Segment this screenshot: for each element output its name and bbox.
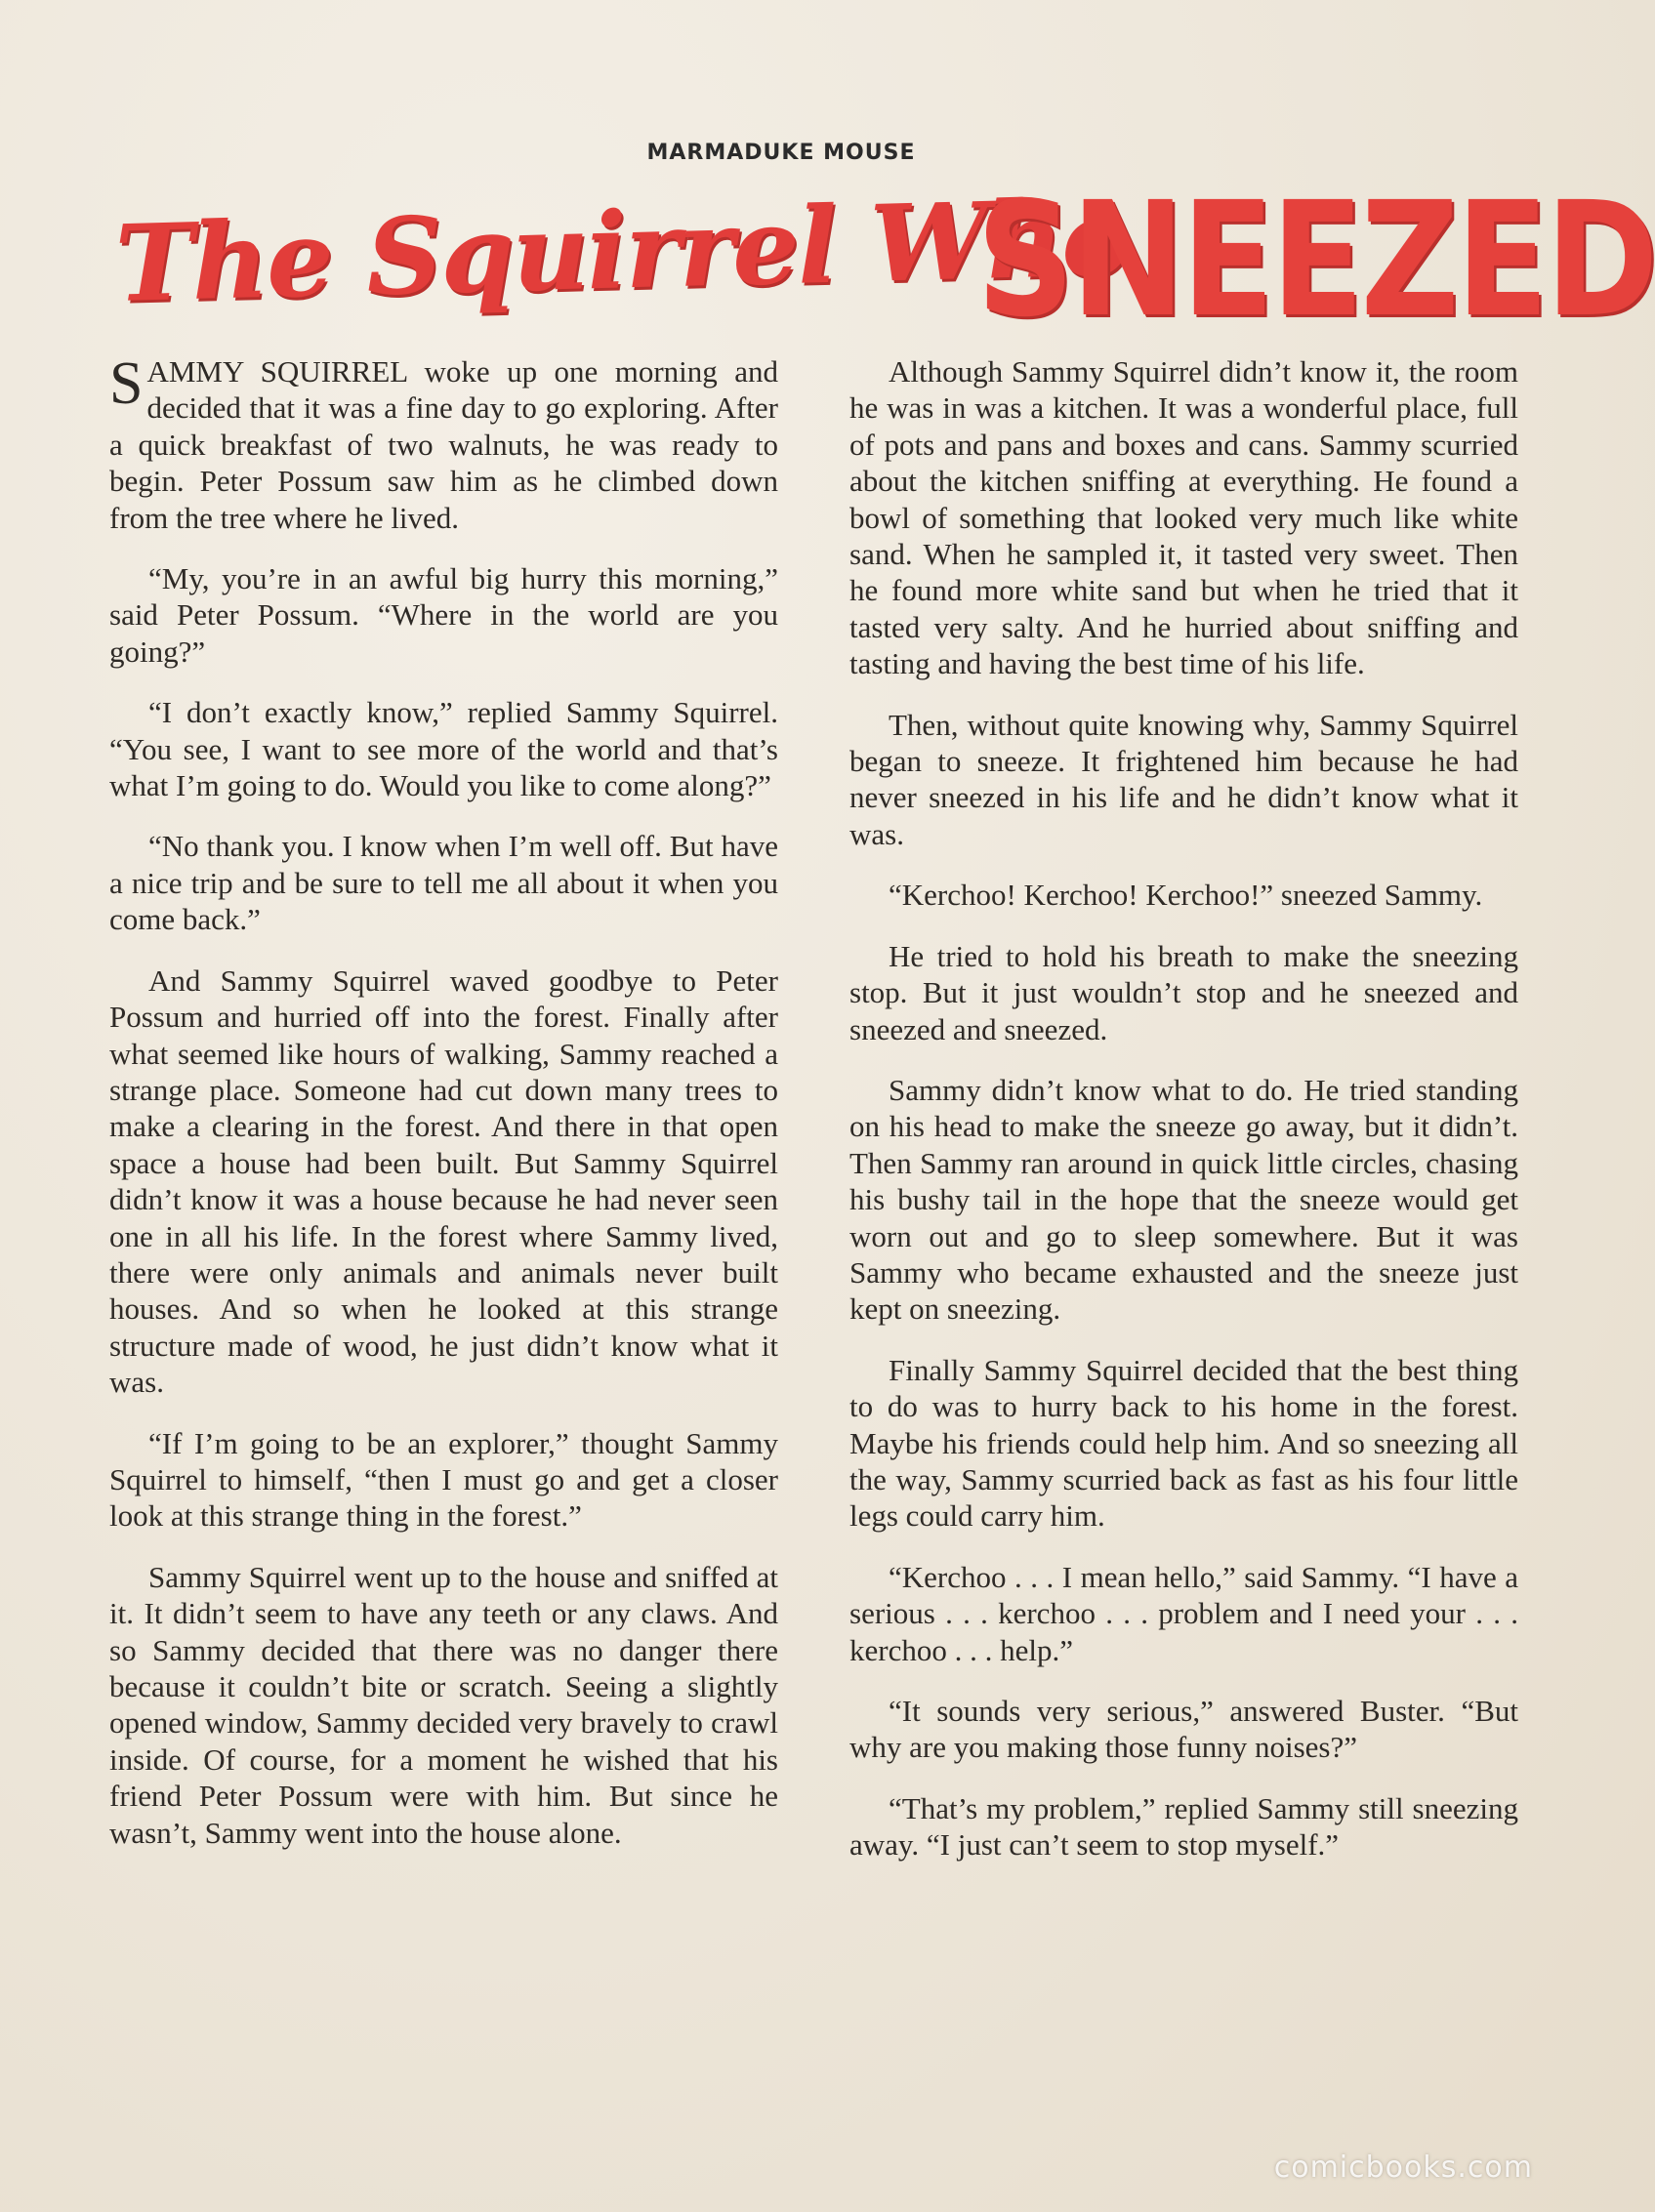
paragraph: Finally Sammy Squirrel decided that the best thing to do was to hurry back to his home in the forest. Maybe his friends could help him. And so sneezing all the way, Sammy scurried back as fast as his four little legs could carry him. xyxy=(849,1352,1518,1534)
paragraph: “No thank you. I know when I’m well off. But have a nice trip and be sure to tell me all about it when you come back.” xyxy=(109,829,778,937)
opening-paragraph xyxy=(109,350,778,536)
source-watermark: comicbooks.com xyxy=(1273,2151,1533,2185)
paragraph: Sammy Squirrel went up to the house and sniffed at it. It didn’t seem to have any teeth or any claws. And so Sammy decided that there was no danger there because it couldn’t bite or scratch. Seeing a slightly opened window, Sammy decided very bravely to crawl inside. Of course, for a moment he wished that his friend Peter Possum were with him. But since he wasn’t, Sammy went into the house alone. xyxy=(109,1559,778,1850)
left-text-column xyxy=(109,350,778,1875)
paragraph: He tried to hold his breath to make the sneezing stop. But it just wouldn’t stop and he sneezed and sneezed and sneezed. xyxy=(849,938,1518,1046)
paragraph: Then, without quite knowing why, Sammy Squirrel began to sneeze. It frightened him because he had never sneezed in his life and he didn’t know what it was. xyxy=(849,707,1518,851)
paragraph: “If I’m going to be an explorer,” thought Sammy Squirrel to himself, “then I must go and get a closer look at this strange thing in the forest.” xyxy=(109,1425,778,1534)
paragraph: “My, you’re in an awful big hurry this morning,” said Peter Possum. “Where in the world are you going?” xyxy=(109,561,778,669)
series-header: MARMADUKE MOUSE xyxy=(646,141,916,165)
paragraph: Sammy didn’t know what to do. He tried standing on his head to make the sneeze go away, but it didn’t. Then Sammy ran around in quick little circles, chasing his bushy tail in the hope that the sneeze would get worn out and go to sleep somewhere. But it was Sammy who became exhausted and the sneeze just kept on sneezing. xyxy=(849,1072,1518,1327)
paragraph: “I don’t exactly know,” replied Sammy Squirrel. “You see, I want to see more of the world and that’s what I’m going to do. Would you like to come along?” xyxy=(109,695,778,803)
drop-cap: S xyxy=(109,350,144,417)
paragraph: Although Sammy Squirrel didn’t know it, the room he was in was a kitchen. It was a wonderful place, full of pots and pans and boxes and cans. Sammy scurried about the kitchen sniffing at everything. He found a bowl of something that looked very much like white sand. When he sampled it, it tasted very sweet. Then he found more white sand but when he tried that it tasted very salty. And he hurried about sniffing and tasting and having the best time of his life. xyxy=(849,354,1518,681)
story-title-script: The Squirrel Who xyxy=(113,176,1132,326)
right-text-column xyxy=(849,353,1518,1888)
opening-paragraph-text: AMMY SQUIRREL woke up one morning and decided that it was a fine day to go exploring. After a quick breakfast of two walnuts, he was ready to begin. Peter Possum saw him as he climbed down from the tree where he lived. xyxy=(109,354,778,535)
paragraph: “It sounds very serious,” answered Buster. “But why are you making those funny noises?” xyxy=(849,1694,1518,1765)
paragraph: And Sammy Squirrel waved goodbye to Peter Possum and hurried off into the forest. Finally after what seemed like hours of walking, Sammy reached a strange place. Someone had cut down many trees to make a clearing in the forest. And there in that open space a house had been built. But Sammy Squirrel didn’t know it was a house because he had never seen one in all his life. In the forest where Sammy lived, there were only animals and animals never built houses. And so when he looked at this strange structure made of wood, he just didn’t know what it was. xyxy=(109,963,778,1400)
paragraph: “Kerchoo! Kerchoo! Kerchoo!” sneezed Sammy. xyxy=(889,878,1483,913)
paragraph: “That’s my problem,” replied Sammy still sneezing away. “I just can’t seem to stop myself.” xyxy=(849,1790,1518,1863)
story-title-block: SNEEZED xyxy=(976,169,1655,352)
paragraph: “Kerchoo . . . I mean hello,” said Sammy. “I have a serious . . . kerchoo . . . problem and I need your . . . kerchoo . . . help.” xyxy=(849,1559,1518,1667)
